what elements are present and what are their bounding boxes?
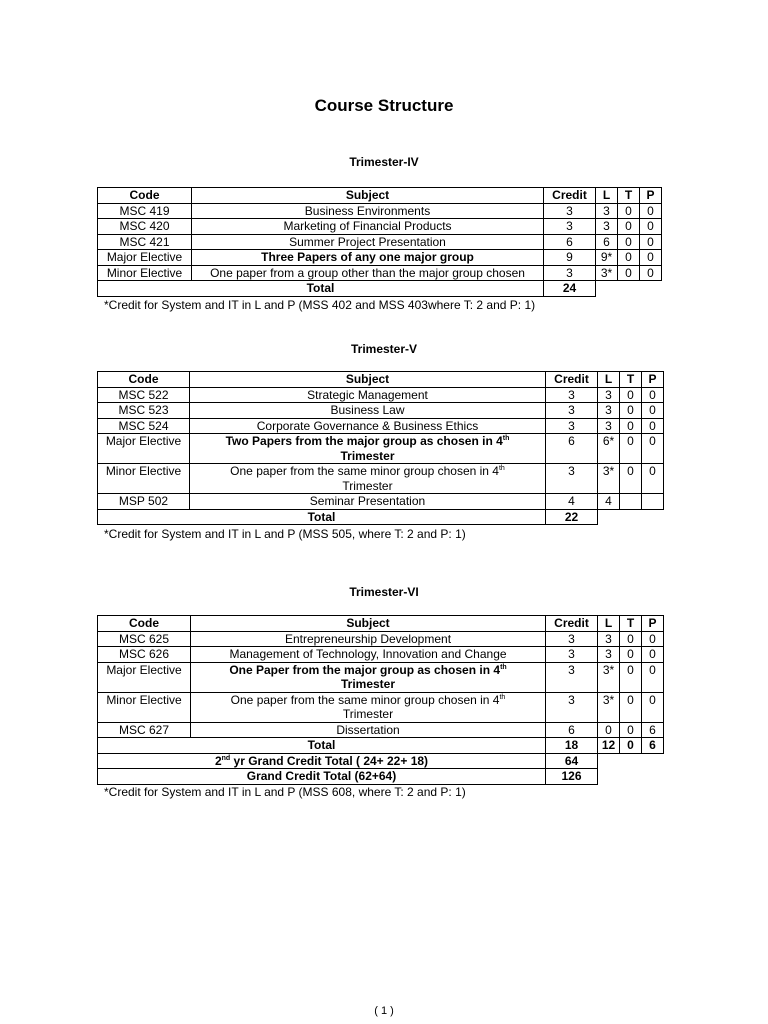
trimester-vi-table bbox=[97, 615, 664, 785]
cell-subject: Strategic Management bbox=[190, 387, 546, 403]
cell-credit: 3 bbox=[546, 464, 598, 494]
cell-p: 0 bbox=[642, 692, 664, 722]
cell-t: 0 bbox=[618, 203, 640, 219]
cell-code: MSC 625 bbox=[98, 631, 191, 647]
cell-l: 3* bbox=[598, 662, 620, 692]
cell-t: 0 bbox=[620, 434, 642, 464]
cell-code: MSC 421 bbox=[98, 234, 192, 250]
cell-credit: 3 bbox=[546, 631, 598, 647]
superscript: th bbox=[500, 663, 507, 671]
header-subject: Subject bbox=[192, 188, 544, 204]
cell-credit: 3 bbox=[546, 662, 598, 692]
table-row bbox=[98, 418, 664, 434]
header-credit: Credit bbox=[546, 616, 598, 632]
cell-p: 0 bbox=[642, 464, 664, 494]
grand-label-suffix: yr Grand Credit Total ( 24+ 22+ 18) bbox=[230, 753, 429, 768]
table-row bbox=[98, 234, 662, 250]
table-row bbox=[98, 434, 664, 464]
cell-p: 0 bbox=[642, 418, 664, 434]
header-code: Code bbox=[98, 188, 192, 204]
subject-text: Trimester bbox=[340, 448, 395, 463]
total-credit: 22 bbox=[546, 509, 598, 525]
header-p: P bbox=[640, 188, 662, 204]
cell-p: 0 bbox=[642, 647, 664, 663]
cell-code: MSC 522 bbox=[98, 387, 190, 403]
cell-credit: 6 bbox=[546, 434, 598, 464]
cell-code: Minor Elective bbox=[98, 464, 190, 494]
cell-code: MSC 626 bbox=[98, 647, 191, 663]
cell-credit: 3 bbox=[546, 403, 598, 419]
header-t: T bbox=[618, 188, 640, 204]
trimester-vi-title: Trimester-VI bbox=[349, 585, 419, 599]
cell-t: 0 bbox=[618, 250, 640, 266]
total-credit: 24 bbox=[544, 281, 596, 297]
cell-t: 0 bbox=[620, 403, 642, 419]
total-p: 6 bbox=[642, 738, 664, 754]
table-row bbox=[98, 250, 662, 266]
cell-p: 0 bbox=[640, 265, 662, 281]
cell-subject: Dissertation bbox=[191, 722, 546, 738]
cell-subject: One paper from a group other than the major group chosen bbox=[192, 265, 544, 281]
header-credit: Credit bbox=[546, 372, 598, 388]
superscript: th bbox=[498, 465, 505, 472]
superscript: th bbox=[502, 435, 510, 442]
cell-code: MSC 523 bbox=[98, 403, 190, 419]
total-row bbox=[98, 509, 664, 525]
cell-t: 0 bbox=[620, 692, 642, 722]
cell-credit: 3 bbox=[546, 387, 598, 403]
header-l: L bbox=[598, 372, 620, 388]
subject-text: Trimester bbox=[342, 707, 394, 721]
cell-code: MSC 419 bbox=[98, 203, 192, 219]
table-row bbox=[98, 464, 664, 494]
subject-text: One paper from the same minor group chosen in 4 bbox=[230, 692, 500, 707]
cell-p: 0 bbox=[640, 250, 662, 266]
table-header-row bbox=[98, 372, 664, 388]
table-row bbox=[98, 219, 662, 235]
subject-text: One paper from the same minor group chosen in 4 bbox=[230, 464, 499, 478]
trimester-iv-note: *Credit for System and IT in L and P (MSS 402 and MSS 403where T: 2 and P: 1) bbox=[104, 298, 536, 312]
header-code: Code bbox=[98, 616, 191, 632]
cell-p bbox=[642, 494, 664, 510]
cell-subject: Entrepreneurship Development bbox=[191, 631, 546, 647]
cell-t bbox=[620, 494, 642, 510]
cell-code: Minor Elective bbox=[98, 265, 192, 281]
cell-t: 0 bbox=[620, 387, 642, 403]
empty-cell bbox=[596, 281, 662, 297]
cell-p: 0 bbox=[640, 234, 662, 250]
page-number: ( 1 ) bbox=[374, 1005, 394, 1017]
trimester-iv-table bbox=[97, 187, 662, 297]
table-row bbox=[98, 631, 664, 647]
table-row bbox=[98, 265, 662, 281]
cell-subject bbox=[191, 692, 546, 722]
cell-subject: Business Law bbox=[190, 403, 546, 419]
cell-t: 0 bbox=[620, 418, 642, 434]
empty-cell bbox=[598, 753, 664, 769]
cell-p: 0 bbox=[642, 434, 664, 464]
cell-code: Major Elective bbox=[98, 434, 190, 464]
cell-l: 3 bbox=[598, 418, 620, 434]
table-row bbox=[98, 387, 664, 403]
total-l: 12 bbox=[598, 738, 620, 754]
header-code: Code bbox=[98, 372, 190, 388]
cell-l: 3 bbox=[598, 647, 620, 663]
cell-t: 0 bbox=[620, 722, 642, 738]
empty-cell bbox=[598, 509, 664, 525]
header-t: T bbox=[620, 616, 642, 632]
cell-code: Major Elective bbox=[98, 250, 192, 266]
cell-p: 0 bbox=[642, 631, 664, 647]
total-row bbox=[98, 281, 662, 297]
cell-code: MSC 524 bbox=[98, 418, 190, 434]
cell-subject: Three Papers of any one major group bbox=[192, 250, 544, 266]
table-row bbox=[98, 662, 664, 692]
subject-text: Trimester bbox=[340, 677, 396, 691]
cell-code: MSC 420 bbox=[98, 219, 192, 235]
page-title: Course Structure bbox=[314, 96, 454, 115]
cell-subject: Business Environments bbox=[192, 203, 544, 219]
second-year-grand-total-label bbox=[98, 753, 546, 769]
cell-code: Minor Elective bbox=[98, 692, 191, 722]
header-subject: Subject bbox=[190, 372, 546, 388]
cell-t: 0 bbox=[618, 265, 640, 281]
cell-subject: Seminar Presentation bbox=[190, 494, 546, 510]
cell-l: 6 bbox=[596, 234, 618, 250]
trimester-iv-title: Trimester-IV bbox=[349, 155, 419, 169]
cell-l: 3 bbox=[596, 219, 618, 235]
total-row bbox=[98, 738, 664, 754]
cell-subject bbox=[190, 434, 546, 464]
cell-l: 3 bbox=[596, 203, 618, 219]
total-label: Total bbox=[98, 738, 546, 754]
cell-credit: 3 bbox=[546, 692, 598, 722]
cell-l: 0 bbox=[598, 722, 620, 738]
cell-credit: 4 bbox=[546, 494, 598, 510]
table-row bbox=[98, 403, 664, 419]
trimester-v-note: *Credit for System and IT in L and P (MSS 505, where T: 2 and P: 1) bbox=[104, 527, 466, 541]
cell-subject bbox=[191, 662, 546, 692]
subject-text: Two Papers from the major group as chosen in 4 bbox=[225, 434, 503, 448]
grand-label-prefix: 2 bbox=[214, 753, 222, 768]
cell-l: 3 bbox=[598, 631, 620, 647]
cell-credit: 6 bbox=[544, 234, 596, 250]
cell-credit: 3 bbox=[546, 418, 598, 434]
header-subject: Subject bbox=[191, 616, 546, 632]
cell-t: 0 bbox=[620, 464, 642, 494]
trimester-vi-note: *Credit for System and IT in L and P (MSS 608, where T: 2 and P: 1) bbox=[104, 785, 466, 799]
cell-p: 0 bbox=[642, 662, 664, 692]
cell-subject: Management of Technology, Innovation and Change bbox=[191, 647, 546, 663]
empty-cell bbox=[598, 769, 664, 785]
cell-t: 0 bbox=[618, 219, 640, 235]
header-p: P bbox=[642, 616, 664, 632]
superscript: nd bbox=[221, 754, 231, 762]
cell-subject: Corporate Governance & Business Ethics bbox=[190, 418, 546, 434]
cell-l: 3* bbox=[598, 464, 620, 494]
cell-code: MSP 502 bbox=[98, 494, 190, 510]
total-label: Total bbox=[98, 509, 546, 525]
cell-credit: 3 bbox=[546, 647, 598, 663]
cell-t: 0 bbox=[620, 647, 642, 663]
total-t: 0 bbox=[620, 738, 642, 754]
table-row bbox=[98, 203, 662, 219]
cell-code: MSC 627 bbox=[98, 722, 191, 738]
cell-subject bbox=[190, 464, 546, 494]
trimester-v-table bbox=[97, 371, 664, 525]
cell-credit: 3 bbox=[544, 265, 596, 281]
cell-p: 0 bbox=[640, 219, 662, 235]
table-row bbox=[98, 494, 664, 510]
cell-p: 6 bbox=[642, 722, 664, 738]
total-label: Total bbox=[98, 281, 544, 297]
superscript: th bbox=[499, 693, 506, 701]
header-t: T bbox=[620, 372, 642, 388]
cell-l: 3 bbox=[598, 403, 620, 419]
subject-text: One Paper from the major group as chosen in 4 bbox=[229, 662, 501, 677]
table-header-row bbox=[98, 616, 664, 632]
cell-l: 9* bbox=[596, 250, 618, 266]
cell-l: 6* bbox=[598, 434, 620, 464]
cell-l: 3* bbox=[596, 265, 618, 281]
trimester-v-title: Trimester-V bbox=[350, 342, 418, 356]
table-row bbox=[98, 692, 664, 722]
cell-code: Major Elective bbox=[98, 662, 191, 692]
grand-total-label: Grand Credit Total (62+64) bbox=[98, 769, 546, 785]
cell-t: 0 bbox=[620, 631, 642, 647]
second-year-grand-total-row bbox=[98, 753, 664, 769]
header-p: P bbox=[642, 372, 664, 388]
second-year-grand-total-value: 64 bbox=[546, 753, 598, 769]
cell-p: 0 bbox=[640, 203, 662, 219]
grand-total-value: 126 bbox=[546, 769, 598, 785]
cell-p: 0 bbox=[642, 403, 664, 419]
table-header-row bbox=[98, 188, 662, 204]
cell-l: 3* bbox=[598, 692, 620, 722]
cell-t: 0 bbox=[618, 234, 640, 250]
header-l: L bbox=[596, 188, 618, 204]
cell-credit: 6 bbox=[546, 722, 598, 738]
cell-credit: 3 bbox=[544, 203, 596, 219]
cell-t: 0 bbox=[620, 662, 642, 692]
cell-subject: Summer Project Presentation bbox=[192, 234, 544, 250]
cell-l: 3 bbox=[598, 387, 620, 403]
header-credit: Credit bbox=[544, 188, 596, 204]
table-row bbox=[98, 647, 664, 663]
grand-total-row bbox=[98, 769, 664, 785]
cell-credit: 9 bbox=[544, 250, 596, 266]
cell-p: 0 bbox=[642, 387, 664, 403]
cell-credit: 3 bbox=[544, 219, 596, 235]
header-l: L bbox=[598, 616, 620, 632]
subject-text: Trimester bbox=[342, 478, 393, 493]
table-row bbox=[98, 722, 664, 738]
cell-l: 4 bbox=[598, 494, 620, 510]
cell-subject: Marketing of Financial Products bbox=[192, 219, 544, 235]
total-credit: 18 bbox=[546, 738, 598, 754]
